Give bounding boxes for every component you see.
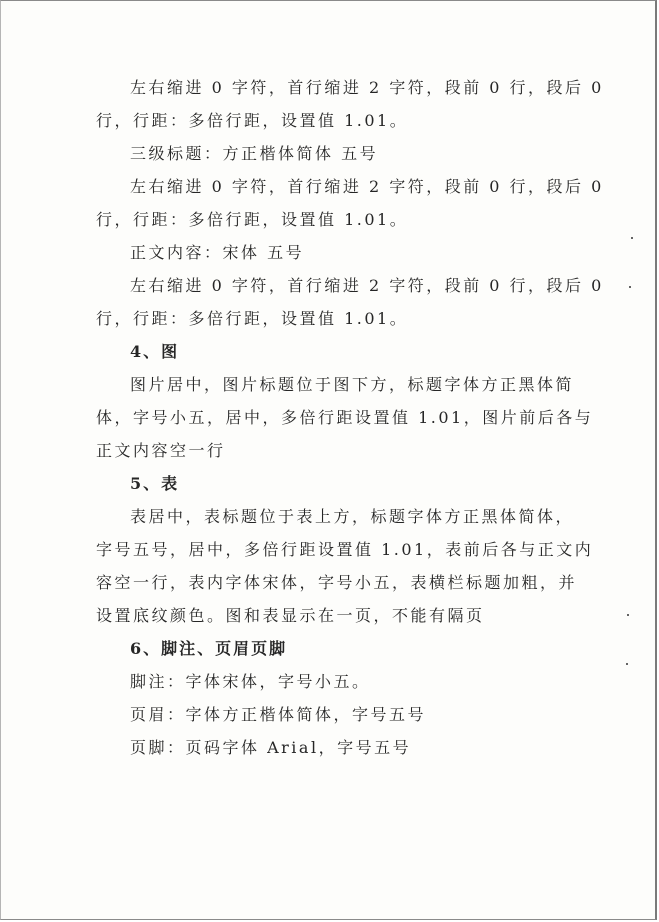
paragraph-line: 左右缩进 0 字符，首行缩进 2 字符，段前 0 行，段后 0 [130,78,604,97]
section-heading-footnote-header-footer: 6、脚注、页眉页脚 [130,639,288,658]
paragraph-line: 图片居中，图片标题位于图下方，标题字体方正黑体简 [130,375,575,394]
paragraph-line: 行，行距：多倍行距，设置值 1.01。 [96,111,409,130]
header-spec: 页眉：字体方正楷体简体，字号五号 [130,705,427,724]
paragraph-line: 正文内容空一行 [96,441,226,460]
section-heading-figure: 4、图 [130,342,180,361]
paragraph-line: 容空一行，表内字体宋体，字号小五，表横栏标题加粗，并 [96,573,578,592]
paragraph-line: 行，行距：多倍行距，设置值 1.01。 [96,309,409,328]
section-heading-table: 5、表 [130,474,180,493]
paragraph-line: 左右缩进 0 字符，首行缩进 2 字符，段前 0 行，段后 0 [130,276,604,295]
paragraph-line: 左右缩进 0 字符，首行缩进 2 字符，段前 0 行，段后 0 [130,177,604,196]
body-text-spec: 正文内容：宋体 五号 [130,243,305,262]
paragraph-line: 字号五号，居中，多倍行距设置值 1.01，表前后各与正文内 [96,540,594,559]
paragraph-line: 表居中，表标题位于表上方，标题字体方正黑体简体， [130,507,575,526]
document-body [96,71,604,764]
scan-speck [626,663,628,665]
paragraph-line: 行，行距：多倍行距，设置值 1.01。 [96,210,409,229]
scan-speck [627,614,629,616]
paragraph-line: 设置底纹颜色。图和表显示在一页，不能有隔页 [96,606,485,625]
heading-level3-spec: 三级标题：方正楷体简体 五号 [130,144,379,163]
scan-speck [629,286,631,288]
footer-spec: 页脚：页码字体 Arial，字号五号 [130,738,412,757]
paragraph-line: 体，字号小五，居中，多倍行距设置值 1.01，图片前后各与 [96,408,594,427]
footnote-spec: 脚注：字体宋体，字号小五。 [130,672,371,691]
scan-speck [631,237,633,239]
